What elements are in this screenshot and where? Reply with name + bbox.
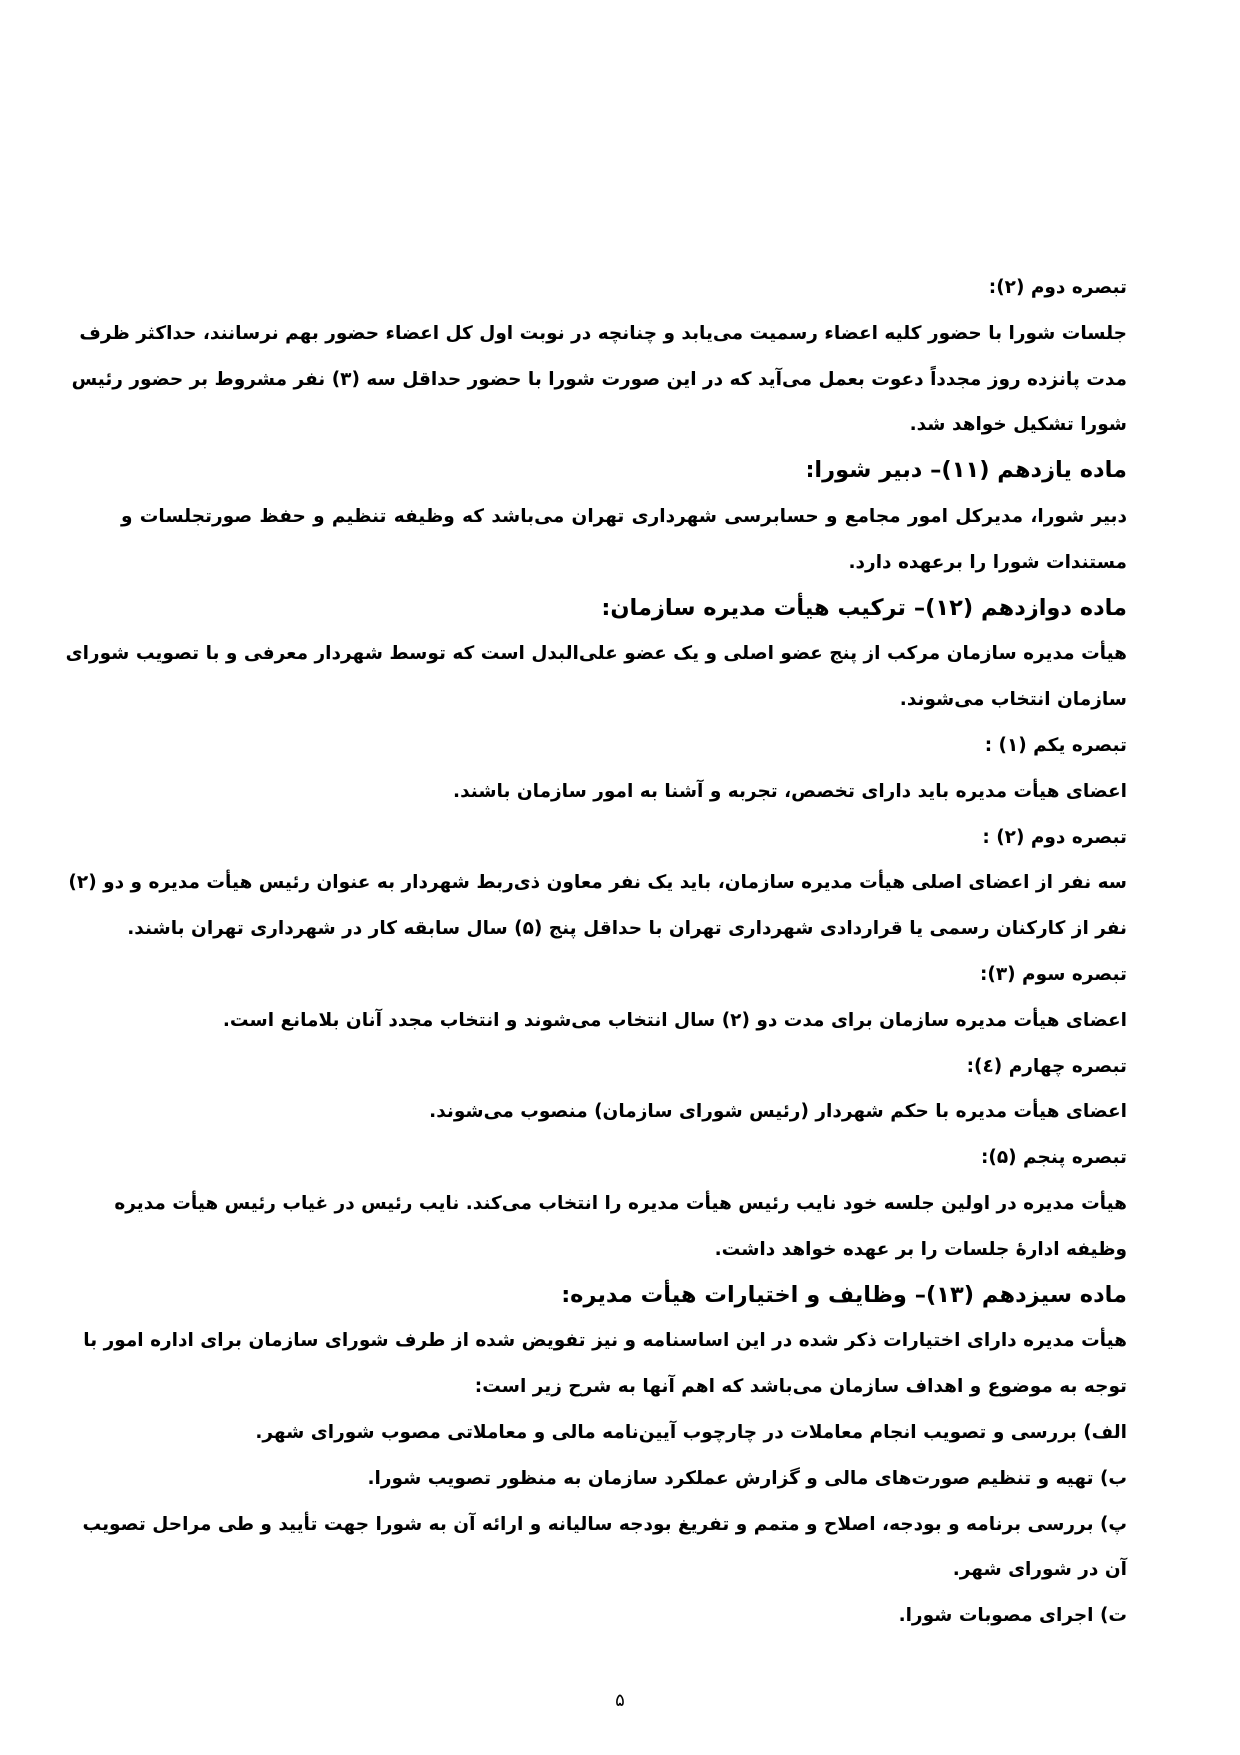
paragraph-line: اعضای هیأت مدیره با حکم شهردار (رئیس شورای سازمان) منصوب می‌شوند.	[429, 1101, 1127, 1123]
paragraph-line: هیأت مدیره در اولین جلسه خود نایب رئیس هیأت مدیره را انتخاب می‌کند. نایب رئیس در غیاب رئیس هیأت مدیره	[114, 1192, 1127, 1214]
paragraph-line: مدت پانزده روز مجدداً دعوت بعمل می‌آید که در این صورت شورا با حضور حداقل سه (۳) نفر مشروط بر حضور رئیس	[71, 368, 1127, 390]
note-heading: تبصره چهارم (٤):	[966, 1055, 1127, 1077]
note-heading: تبصره دوم (۲) :	[982, 826, 1127, 848]
paragraph-line: جلسات شورا با حضور کلیه اعضاء رسمیت می‌یابد و چنانچه در نوبت اول کل اعضاء حضور بهم نرسانند، حداکثر ظرف	[79, 322, 1127, 344]
paragraph-line: مستندات شورا را برعهده دارد.	[848, 551, 1127, 573]
note-heading: تبصره پنجم (۵):	[981, 1147, 1127, 1169]
paragraph-line: پ) بررسی برنامه و بودجه، اصلاح و متمم و تفریغ بودجه سالیانه و ارائه آن به شورا جهت تأیید و طی مراحل تصویب	[82, 1513, 1127, 1535]
paragraph-line: نفر از کارکنان رسمی یا قراردادی شهرداری تهران با حداقل پنج (۵) سال سابقه کار در شهرداری تهران باشند.	[127, 918, 1127, 940]
paragraph-line: ت) اجرای مصوبات شورا.	[898, 1605, 1127, 1627]
note-heading: تبصره سوم (۳):	[980, 963, 1127, 985]
article-heading: ماده سیزدهم (۱۳)– وظایف و اختیارات هیأت مدیره:	[561, 1281, 1127, 1308]
paragraph-line: سازمان انتخاب می‌شوند.	[899, 689, 1127, 711]
note-heading: تبصره دوم (۲):	[988, 277, 1127, 298]
paragraph-line: سه نفر از اعضای اصلی هیأت مدیره سازمان، باید یک نفر معاون ذی‌ربط شهردار به عنوان رئیس هیأت مدیره و دو (۲)	[68, 872, 1127, 894]
note-heading: تبصره یکم (۱) :	[984, 734, 1127, 756]
paragraph-line: دبیر شورا، مدیرکل امور مجامع و حسابرسی شهرداری تهران می‌باشد که وظیفه تنظیم و حفظ صورتجلسات و	[121, 505, 1127, 527]
document-page-body	[65, 265, 1127, 1639]
paragraph-line: ب) تهیه و تنظیم صورت‌های مالی و گزارش عملکرد سازمان به منظور تصویب شورا.	[367, 1467, 1127, 1489]
paragraph-line: الف) بررسی و تصویب انجام معاملات در چارچوب آیین‌نامه مالی و معاملاتی مصوب شورای شهر.	[255, 1421, 1127, 1443]
paragraph-line: اعضای هیأت مدیره سازمان برای مدت دو (۲) سال انتخاب می‌شوند و انتخاب مجدد آنان بلامانع است.	[222, 1009, 1127, 1031]
page-number: ۵	[615, 1690, 625, 1711]
paragraph-line: اعضای هیأت مدیره باید دارای تخصص، تجربه و آشنا به امور سازمان باشند.	[453, 780, 1127, 802]
article-heading: ماده دوازدهم (۱۲)– ترکیب هیأت مدیره سازمان:	[601, 594, 1127, 621]
paragraph-line: آن در شورای شهر.	[952, 1559, 1127, 1581]
paragraph-line: شورا تشکیل خواهد شد.	[909, 414, 1127, 436]
paragraph-line: هیأت مدیره دارای اختیارات ذکر شده در این اساسنامه و نیز تفویض شده از طرف شورای سازمان برای اداره امور با	[83, 1330, 1127, 1352]
paragraph-line: توجه به موضوع و اهداف سازمان می‌باشد که اهم آنها به شرح زیر است:	[474, 1376, 1127, 1398]
paragraph-line: هیأت مدیره سازمان مرکب از پنج عضو اصلی و یک عضو علی‌البدل است که توسط شهردار معرفی و با تصویب شورای	[65, 643, 1127, 665]
article-heading: ماده یازدهم (۱۱)– دبیر شورا:	[805, 457, 1127, 484]
paragraph-line: وظیفه ادارهٔ جلسات را بر عهده خواهد داشت.	[714, 1238, 1127, 1260]
